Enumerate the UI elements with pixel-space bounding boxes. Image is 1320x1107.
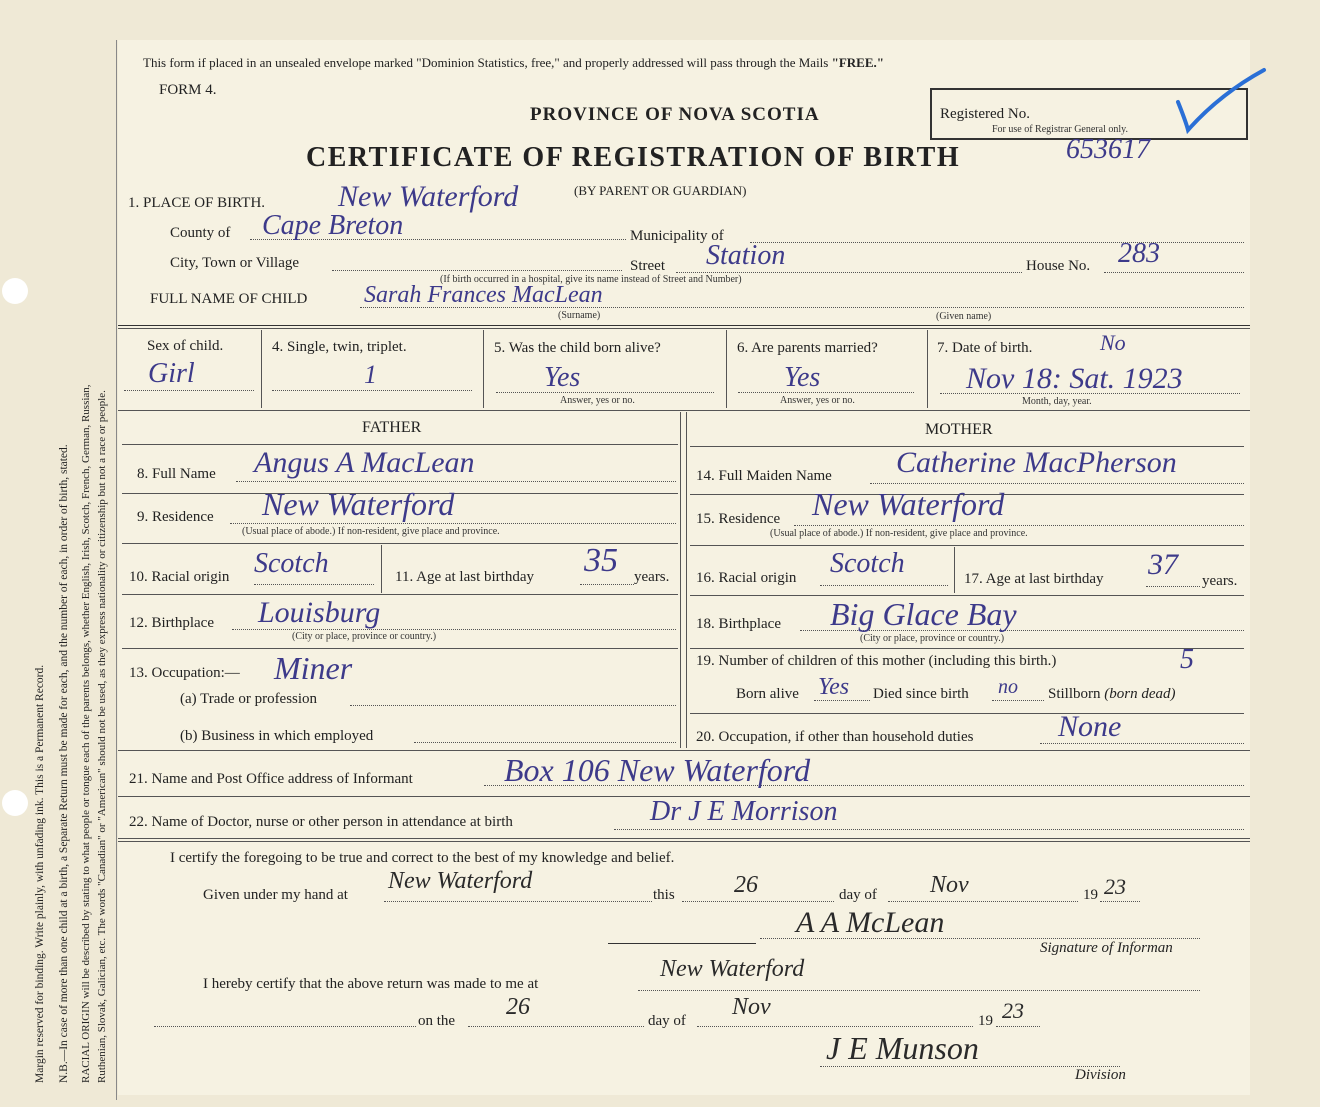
given-under-hand-label: Given under my hand at [203,887,348,903]
given-name-note: (Given name) [936,311,992,322]
father-birthplace-value: Louisburg [258,596,381,629]
given-day-value: 26 [734,872,758,898]
mother-age-value: 37 [1148,548,1178,581]
father-name-value: Angus A MacLean [254,446,475,479]
return-year-value: 23 [1002,998,1024,1023]
father-race-label: 10. Racial origin [129,569,230,585]
father-age-value: 35 [584,542,618,579]
doctor-label: 22. Name of Doctor, nurse or other person in attendance at birth [129,814,513,830]
single-label: 4. Single, twin, triplet. [272,339,407,355]
business-label: (b) Business in which employed [180,728,374,744]
given-at-value: New Waterford [388,868,533,894]
signature-of-informant-label: Signature of Informan [1040,940,1173,956]
mother-residence-value: New Waterford [812,486,1005,522]
year-label-1: 19 [1083,887,1098,903]
division-label: Division [1075,1067,1126,1083]
registration-number: 653617 [1066,134,1150,165]
mother-children-label: 19. Number of children of this mother (including this birth.) [696,653,1057,669]
place-of-birth-value: New Waterford [338,180,519,213]
margin-rule [116,40,117,1100]
given-month-value: Nov [930,872,969,898]
house-value: 283 [1118,238,1160,269]
street-value: Station [706,240,786,271]
certify-statement: I certify the foregoing to be true and correct to the best of my knowledge and belief. [170,850,675,866]
mother-occupation-value: None [1058,710,1122,743]
alive-label: 5. Was the child born alive? [494,340,661,356]
day-of-label-2: day of [648,1013,686,1029]
born-alive-label: Born alive [736,686,799,702]
married-value: Yes [784,362,821,393]
form-number: FORM 4. [159,82,217,98]
registered-label: Registered No. [940,106,1030,122]
hospital-note: (If birth occurred in a hospital, give its name instead of Street and Number) [440,274,742,285]
trade-label: (a) Trade or profession [180,691,318,707]
place-of-birth-label: 1. PLACE OF BIRTH. [128,195,266,211]
father-birthplace-label: 12. Birthplace [129,615,214,631]
father-occupation-label: 13. Occupation:— [129,665,240,681]
punch-hole [2,790,28,816]
check-mark-icon [1160,64,1270,136]
father-years-label: years. [634,569,670,585]
day-of-label: day of [839,887,877,903]
punch-hole [2,278,28,304]
full-name-label: FULL NAME OF CHILD [150,291,308,307]
mother-birthplace-note: (City or place, province or country.) [860,633,1005,644]
given-year-value: 23 [1104,874,1126,899]
sex-value: Girl [148,358,195,389]
father-birthplace-note: (City or place, province or country.) [292,631,437,642]
father-occupation-value: Miner [274,650,353,686]
hereby-certify-label: I hereby certify that the above return was made to me at [203,976,539,992]
born-dead-text: (born dead) [1104,686,1176,702]
registered-note: For use of Registrar General only. [992,124,1128,135]
city-label: City, Town or Village [170,255,300,271]
dob-label: 7. Date of birth. [937,340,1033,356]
mother-birthplace-value: Big Glace Bay [830,596,1017,632]
stillborn-text: Stillborn [1048,686,1101,702]
stillborn-label [1048,686,1176,703]
margin-note-2: N.B.—In case of more than one child at a birth, a Separate Return must be made for each, and the number of each, in order of birth, stated. [58,444,70,1083]
dob-note: Month, day, year. [1022,396,1092,407]
dob-note-value: No [1100,330,1126,355]
mother-occupation-label: 20. Occupation, if other than household duties [696,729,974,745]
mother-residence-note: (Usual place of abode.) If non-resident, give place and province. [770,528,1028,539]
surname-note: (Surname) [558,310,601,321]
mother-race-label: 16. Racial origin [696,570,797,586]
street-label: Street [630,258,665,274]
return-at-value: New Waterford [660,956,805,982]
mother-birthplace-label: 18. Birthplace [696,616,781,632]
died-value: no [998,676,1018,698]
this-label: this [653,887,675,903]
mother-name-label: 14. Full Maiden Name [696,468,832,484]
return-day-value: 26 [506,994,530,1020]
informant-label: 21. Name and Post Office address of Informant [129,771,413,787]
father-name-label: 8. Full Name [137,466,216,482]
mail-notice-free: "FREE." [831,55,884,70]
father-residence-note: (Usual place of abode.) If non-resident, give place and province. [242,526,500,537]
certificate-title: CERTIFICATE OF REGISTRATION OF BIRTH [306,142,961,173]
year-label-2: 19 [978,1013,993,1029]
certificate-subtitle: (BY PARENT OR GUARDIAN) [574,183,747,198]
registrar-signature: J E Munson [826,1030,979,1066]
father-residence-value: New Waterford [262,486,455,522]
child-name-value: Sarah Frances MacLean [364,282,603,308]
margin-note-1: Margin reserved for binding. Write plainly, with unfading ink. This is a Permanent Record. [34,664,46,1083]
father-heading: FATHER [362,419,422,436]
father-race-value: Scotch [254,548,329,579]
father-residence-label: 9. Residence [137,509,214,525]
mother-residence-label: 15. Residence [696,511,781,527]
informant-signature: A A McLean [796,906,945,939]
died-label: Died since birth [873,686,969,702]
doctor-value: Dr J E Morrison [650,796,838,827]
mother-name-value: Catherine MacPherson [896,446,1177,479]
house-label: House No. [1026,258,1091,274]
mother-heading: MOTHER [925,421,993,438]
born-alive-value: Yes [818,674,850,700]
alive-note: Answer, yes or no. [560,395,635,406]
single-value: 1 [364,360,377,389]
mail-notice-text: This form if placed in an unsealed envelope marked "Dominion Statistics, free," and properly addressed will pass through the Mails [143,55,832,70]
margin-note-3: RACIAL ORIGIN will be described by stating to what people or tongue each of the parents belongs, whether English, Irish, Scotch, French, German, Russian, [80,384,92,1083]
municipality-label: Municipality of [630,228,724,244]
mother-age-label: 17. Age at last birthday [964,571,1104,587]
mother-race-value: Scotch [830,548,905,579]
father-age-label: 11. Age at last birthday [395,569,534,585]
return-month-value: Nov [732,994,771,1020]
county-value: Cape Breton [262,210,404,241]
province-heading: PROVINCE OF NOVA SCOTIA [530,104,820,125]
mother-children-value: 5 [1180,644,1194,675]
married-note: Answer, yes or no. [780,395,855,406]
sex-label: Sex of child. [147,338,224,354]
margin-note-4: Ruthenian, Slovak, Galician, etc. The words "Canadian" or "American" should not be used, as they express nationality or citizenship but not a race or people. [96,390,108,1083]
county-label: County of [170,225,231,241]
on-the-label: on the [418,1013,456,1029]
mother-years-label: years. [1202,573,1238,589]
alive-value: Yes [544,362,581,393]
informant-value: Box 106 New Waterford [504,752,811,788]
dob-value: Nov 18: Sat. 1923 [966,362,1183,395]
mail-notice [143,55,884,71]
married-label: 6. Are parents married? [737,340,878,356]
